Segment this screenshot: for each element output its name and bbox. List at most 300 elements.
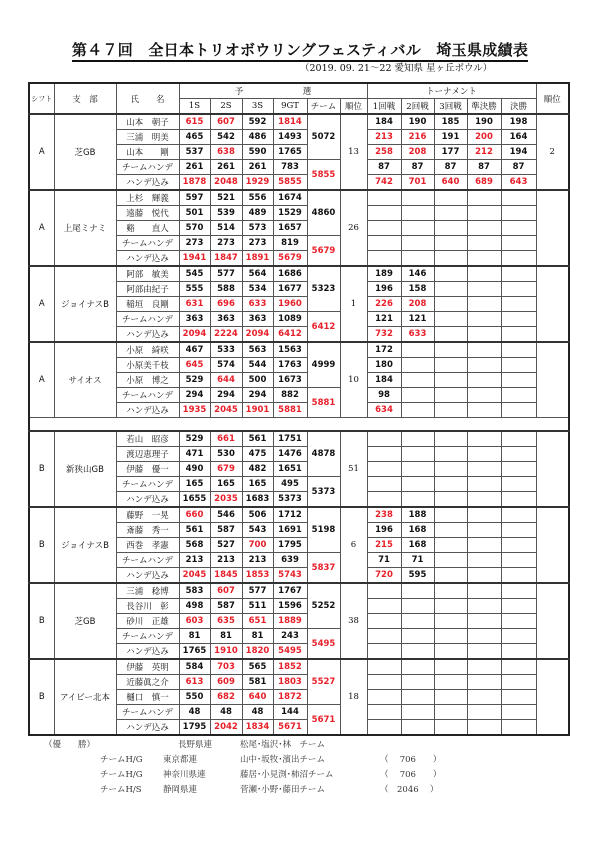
round1-score: 732 <box>367 327 401 343</box>
score-9gt: 639 <box>273 553 307 568</box>
award-team: 菅瀬･小野･藤田チーム <box>240 785 326 795</box>
round3-score <box>434 462 467 477</box>
round1-score: 634 <box>367 403 401 418</box>
score-9gt: 819 <box>273 236 307 251</box>
branch-cell: アイビー北本 <box>54 659 116 735</box>
award-label: （優 勝） <box>44 740 96 750</box>
team-handicap-total: 5855 <box>307 160 340 191</box>
score-2s: 682 <box>210 690 242 705</box>
score-1s: 615 <box>179 114 210 130</box>
score-1s: 529 <box>179 373 210 388</box>
final-score <box>501 266 536 282</box>
award-label: チームH/G <box>100 770 143 780</box>
score-1s: 603 <box>179 614 210 629</box>
score-3s: 544 <box>242 358 273 373</box>
score-2s: 213 <box>210 553 242 568</box>
player-name: ハンデ込み <box>116 492 179 508</box>
round2-score <box>401 388 434 403</box>
player-name: 稲垣 良剛 <box>116 297 179 312</box>
score-2s: 261 <box>210 160 242 175</box>
qualifying-rank: 51 <box>340 431 367 507</box>
round3-score <box>434 644 467 660</box>
score-2s: 574 <box>210 358 242 373</box>
round3-score <box>434 492 467 508</box>
semifinal-score <box>467 251 501 267</box>
semifinal-score <box>467 206 501 221</box>
round2-score: 208 <box>401 297 434 312</box>
final-score <box>501 568 536 584</box>
branch-cell: ジョイナスB <box>54 507 116 583</box>
score-1s: 545 <box>179 266 210 282</box>
qualifying-rank: 38 <box>340 583 367 659</box>
team-handicap-total: 5837 <box>307 553 340 584</box>
score-3s: 1891 <box>242 251 273 267</box>
round1-score: 172 <box>367 342 401 358</box>
round1-score <box>367 629 401 644</box>
semifinal-score: 689 <box>467 175 501 191</box>
round3-score <box>434 675 467 690</box>
score-3s: 261 <box>242 160 273 175</box>
score-3s: 506 <box>242 507 273 523</box>
semifinal-score <box>467 675 501 690</box>
award-org: 神奈川県連 <box>163 770 206 780</box>
team-scratch-total: 5198 <box>307 507 340 553</box>
semifinal-score <box>467 236 501 251</box>
score-2s: 661 <box>210 431 242 447</box>
score-2s: 587 <box>210 523 242 538</box>
final-score <box>501 358 536 373</box>
round2-score <box>401 342 434 358</box>
score-2s: 530 <box>210 447 242 462</box>
semifinal-score <box>467 690 501 705</box>
round3-score <box>434 538 467 553</box>
page-title: 第４７回 全日本トリオボウリングフェスティバル 埼玉県成績表 <box>0 39 600 60</box>
score-3s: 81 <box>242 629 273 644</box>
score-9gt: 5855 <box>273 175 307 191</box>
score-9gt: 1476 <box>273 447 307 462</box>
round2-score: 216 <box>401 130 434 145</box>
round1-score: 184 <box>367 114 401 130</box>
round1-score <box>367 447 401 462</box>
semifinal-score <box>467 507 501 523</box>
final-score <box>501 388 536 403</box>
semifinal-score <box>467 266 501 282</box>
score-3s: 700 <box>242 538 273 553</box>
semifinal-score <box>467 388 501 403</box>
round3-score <box>434 553 467 568</box>
player-name: チームハンデ <box>116 160 179 175</box>
shift-cell: B <box>29 431 54 507</box>
final-score <box>501 538 536 553</box>
round1-score <box>367 477 401 492</box>
final-rank <box>536 507 569 583</box>
score-2s: 165 <box>210 477 242 492</box>
round2-score <box>401 403 434 418</box>
award-score: （ 2046 ） <box>380 785 439 795</box>
qualifying-rank: 10 <box>340 342 367 418</box>
score-3s: 564 <box>242 266 273 282</box>
score-9gt: 1767 <box>273 583 307 599</box>
team-scratch-total: 4878 <box>307 431 340 477</box>
semifinal-score <box>467 553 501 568</box>
score-9gt: 1960 <box>273 297 307 312</box>
round3-score <box>434 720 467 736</box>
score-1s: 81 <box>179 629 210 644</box>
final-rank <box>536 190 569 266</box>
header-col-semifinal: 準決勝 <box>467 99 501 115</box>
header-tournament: トーナメント <box>367 83 536 99</box>
round2-score <box>401 221 434 236</box>
round3-score <box>434 327 467 343</box>
semifinal-score <box>467 599 501 614</box>
score-2s: 2048 <box>210 175 242 191</box>
round3-score: 177 <box>434 145 467 160</box>
score-1s: 467 <box>179 342 210 358</box>
round2-score <box>401 705 434 720</box>
score-3s: 563 <box>242 342 273 358</box>
score-2s: 703 <box>210 659 242 675</box>
score-3s: 294 <box>242 388 273 403</box>
score-2s: 644 <box>210 373 242 388</box>
table-row <box>29 266 569 282</box>
player-name: ハンデ込み <box>116 327 179 343</box>
qualifying-rank: 6 <box>340 507 367 583</box>
score-9gt: 1673 <box>273 373 307 388</box>
player-name: ハンデ込み <box>116 568 179 584</box>
round2-score <box>401 599 434 614</box>
semifinal-score <box>467 659 501 675</box>
final-score: 194 <box>501 145 536 160</box>
final-score <box>501 221 536 236</box>
score-1s: 597 <box>179 190 210 206</box>
round2-score: 701 <box>401 175 434 191</box>
team-scratch-total: 5323 <box>307 266 340 312</box>
score-2s: 2224 <box>210 327 242 343</box>
score-9gt: 1763 <box>273 358 307 373</box>
score-9gt: 5495 <box>273 644 307 660</box>
final-score <box>501 312 536 327</box>
player-name: 小原 綺咲 <box>116 342 179 358</box>
score-2s: 2045 <box>210 403 242 418</box>
round2-score <box>401 251 434 267</box>
player-name: 上杉 輝義 <box>116 190 179 206</box>
final-score <box>501 614 536 629</box>
final-score <box>501 236 536 251</box>
award-team: 藤居･小見渕･柿沼チーム <box>240 770 334 780</box>
round3-score <box>434 690 467 705</box>
round3-score <box>434 190 467 206</box>
final-rank <box>536 659 569 735</box>
final-score <box>501 644 536 660</box>
final-score <box>501 553 536 568</box>
score-9gt: 5881 <box>273 403 307 418</box>
score-9gt: 1674 <box>273 190 307 206</box>
score-2s: 587 <box>210 599 242 614</box>
score-9gt: 5743 <box>273 568 307 584</box>
score-9gt: 1795 <box>273 538 307 553</box>
score-9gt: 1677 <box>273 282 307 297</box>
score-1s: 1795 <box>179 720 210 736</box>
header-col-1s: 1S <box>179 99 210 115</box>
table-row <box>29 190 569 206</box>
header-name: 氏 名 <box>116 83 179 114</box>
score-1s: 465 <box>179 130 210 145</box>
round3-score <box>434 629 467 644</box>
score-2s: 533 <box>210 342 242 358</box>
round3-score <box>434 614 467 629</box>
round2-score: 595 <box>401 568 434 584</box>
score-9gt: 1814 <box>273 114 307 130</box>
round3-score <box>434 358 467 373</box>
score-1s: 1941 <box>179 251 210 267</box>
score-9gt: 783 <box>273 160 307 175</box>
score-1s: 48 <box>179 705 210 720</box>
shift-separator-row <box>29 418 569 432</box>
round2-score <box>401 431 434 447</box>
score-9gt: 6412 <box>273 327 307 343</box>
shift-cell: A <box>29 266 54 342</box>
round2-score: 188 <box>401 507 434 523</box>
award-score: （ 706 ） <box>380 755 442 765</box>
score-3s: 633 <box>242 297 273 312</box>
semifinal-score <box>467 447 501 462</box>
round3-score <box>434 312 467 327</box>
final-rank: 2 <box>536 114 569 190</box>
final-score <box>501 282 536 297</box>
award-row <box>0 768 600 782</box>
score-1s: 2045 <box>179 568 210 584</box>
round3-score <box>434 342 467 358</box>
header-col-team: チーム <box>307 99 340 115</box>
score-9gt: 1691 <box>273 523 307 538</box>
header-branch: 支 部 <box>54 83 116 114</box>
final-score <box>501 327 536 343</box>
score-9gt: 144 <box>273 705 307 720</box>
round1-score <box>367 705 401 720</box>
score-9gt: 1651 <box>273 462 307 477</box>
final-score <box>501 462 536 477</box>
player-name: 斎藤 秀一 <box>116 523 179 538</box>
header-final-rank: 順位 <box>536 83 569 114</box>
final-score: 198 <box>501 114 536 130</box>
round1-score <box>367 599 401 614</box>
player-name: 伊藤 英明 <box>116 659 179 675</box>
round2-score <box>401 583 434 599</box>
semifinal-score <box>467 629 501 644</box>
qualifying-rank: 13 <box>340 114 367 190</box>
score-1s: 583 <box>179 583 210 599</box>
round2-score <box>401 236 434 251</box>
round3-score <box>434 388 467 403</box>
player-name: 阿部 敏美 <box>116 266 179 282</box>
player-name: ハンデ込み <box>116 175 179 191</box>
round2-score: 146 <box>401 266 434 282</box>
round1-score <box>367 251 401 267</box>
score-1s: 1878 <box>179 175 210 191</box>
round1-score <box>367 206 401 221</box>
score-2s: 527 <box>210 538 242 553</box>
results-body <box>29 114 569 735</box>
round2-score: 208 <box>401 145 434 160</box>
round2-score <box>401 644 434 660</box>
score-3s: 363 <box>242 312 273 327</box>
header-col-round2: 2回戦 <box>401 99 434 115</box>
score-1s: 1765 <box>179 644 210 660</box>
semifinal-score <box>467 297 501 312</box>
final-score <box>501 431 536 447</box>
team-scratch-total: 4860 <box>307 190 340 236</box>
score-3s: 489 <box>242 206 273 221</box>
round2-score <box>401 462 434 477</box>
team-scratch-total: 5527 <box>307 659 340 705</box>
score-9gt: 1751 <box>273 431 307 447</box>
team-handicap-total: 6412 <box>307 312 340 343</box>
score-3s: 1820 <box>242 644 273 660</box>
score-1s: 471 <box>179 447 210 462</box>
round3-score: 191 <box>434 130 467 145</box>
score-3s: 500 <box>242 373 273 388</box>
score-3s: 1901 <box>242 403 273 418</box>
round2-score <box>401 629 434 644</box>
final-score <box>501 190 536 206</box>
round2-score <box>401 614 434 629</box>
player-name: ハンデ込み <box>116 251 179 267</box>
player-name: チームハンデ <box>116 629 179 644</box>
branch-cell: 新狭山GB <box>54 431 116 507</box>
score-3s: 475 <box>242 447 273 462</box>
score-9gt: 1803 <box>273 675 307 690</box>
team-handicap-total: 5881 <box>307 388 340 418</box>
semifinal-score: 212 <box>467 145 501 160</box>
round3-score: 87 <box>434 160 467 175</box>
header-col-9gt: 9GT <box>273 99 307 115</box>
score-9gt: 882 <box>273 388 307 403</box>
score-1s: 2094 <box>179 327 210 343</box>
round3-score <box>434 236 467 251</box>
table-row <box>29 342 569 358</box>
round3-score <box>434 403 467 418</box>
semifinal-score <box>467 342 501 358</box>
round1-score: 196 <box>367 282 401 297</box>
score-1s: 584 <box>179 659 210 675</box>
round2-score: 121 <box>401 312 434 327</box>
score-9gt: 1852 <box>273 659 307 675</box>
round1-score <box>367 659 401 675</box>
branch-cell: 芝GB <box>54 114 116 190</box>
semifinal-score <box>467 221 501 236</box>
separator-cell <box>29 418 569 432</box>
round1-score: 742 <box>367 175 401 191</box>
score-9gt: 5671 <box>273 720 307 736</box>
header-shift: シフト <box>29 83 54 114</box>
round3-score <box>434 477 467 492</box>
score-3s: 590 <box>242 145 273 160</box>
shift-cell: B <box>29 507 54 583</box>
score-2s: 1845 <box>210 568 242 584</box>
player-name: 砂川 正雄 <box>116 614 179 629</box>
player-name: 山本 剛 <box>116 145 179 160</box>
final-rank <box>536 266 569 342</box>
score-1s: 1655 <box>179 492 210 508</box>
semifinal-score <box>467 373 501 388</box>
award-row <box>0 738 600 752</box>
score-2s: 635 <box>210 614 242 629</box>
round2-score <box>401 690 434 705</box>
round1-score: 215 <box>367 538 401 553</box>
round1-score: 98 <box>367 388 401 403</box>
header-col-3s: 3S <box>242 99 273 115</box>
round3-score <box>434 659 467 675</box>
table-row <box>29 583 569 599</box>
score-9gt: 5373 <box>273 492 307 508</box>
round2-score <box>401 675 434 690</box>
score-1s: 213 <box>179 553 210 568</box>
round2-score: 633 <box>401 327 434 343</box>
final-score <box>501 583 536 599</box>
team-handicap-total: 5495 <box>307 629 340 660</box>
header-col-round3: 3回戦 <box>434 99 467 115</box>
branch-cell: ジョイナスB <box>54 266 116 342</box>
player-name: 藤野 一晃 <box>116 507 179 523</box>
score-3s: 573 <box>242 221 273 236</box>
round2-score <box>401 477 434 492</box>
semifinal-score <box>467 312 501 327</box>
final-score <box>501 705 536 720</box>
score-1s: 294 <box>179 388 210 403</box>
round2-score: 87 <box>401 160 434 175</box>
score-9gt: 1657 <box>273 221 307 236</box>
score-1s: 363 <box>179 312 210 327</box>
player-name: 谿 直人 <box>116 221 179 236</box>
score-2s: 696 <box>210 297 242 312</box>
score-3s: 2094 <box>242 327 273 343</box>
round3-score <box>434 523 467 538</box>
player-name: 小原 博之 <box>116 373 179 388</box>
final-score <box>501 690 536 705</box>
score-1s: 1935 <box>179 403 210 418</box>
round1-score <box>367 690 401 705</box>
round1-score <box>367 583 401 599</box>
round3-score <box>434 251 467 267</box>
score-3s: 577 <box>242 583 273 599</box>
score-2s: 1847 <box>210 251 242 267</box>
semifinal-score <box>467 327 501 343</box>
score-1s: 568 <box>179 538 210 553</box>
final-score <box>501 492 536 508</box>
final-score: 643 <box>501 175 536 191</box>
semifinal-score <box>467 492 501 508</box>
score-2s: 81 <box>210 629 242 644</box>
score-9gt: 1686 <box>273 266 307 282</box>
score-9gt: 5679 <box>273 251 307 267</box>
score-1s: 165 <box>179 477 210 492</box>
score-2s: 679 <box>210 462 242 477</box>
final-score <box>501 403 536 418</box>
table-row <box>29 114 569 130</box>
score-2s: 48 <box>210 705 242 720</box>
semifinal-score <box>467 358 501 373</box>
score-9gt: 243 <box>273 629 307 644</box>
round3-score: 640 <box>434 175 467 191</box>
branch-cell: サイオス <box>54 342 116 418</box>
score-3s: 511 <box>242 599 273 614</box>
player-name: チームハンデ <box>116 553 179 568</box>
round1-score: 258 <box>367 145 401 160</box>
score-3s: 543 <box>242 523 273 538</box>
score-1s: 555 <box>179 282 210 297</box>
player-name: 近藤眞之介 <box>116 675 179 690</box>
score-1s: 645 <box>179 358 210 373</box>
